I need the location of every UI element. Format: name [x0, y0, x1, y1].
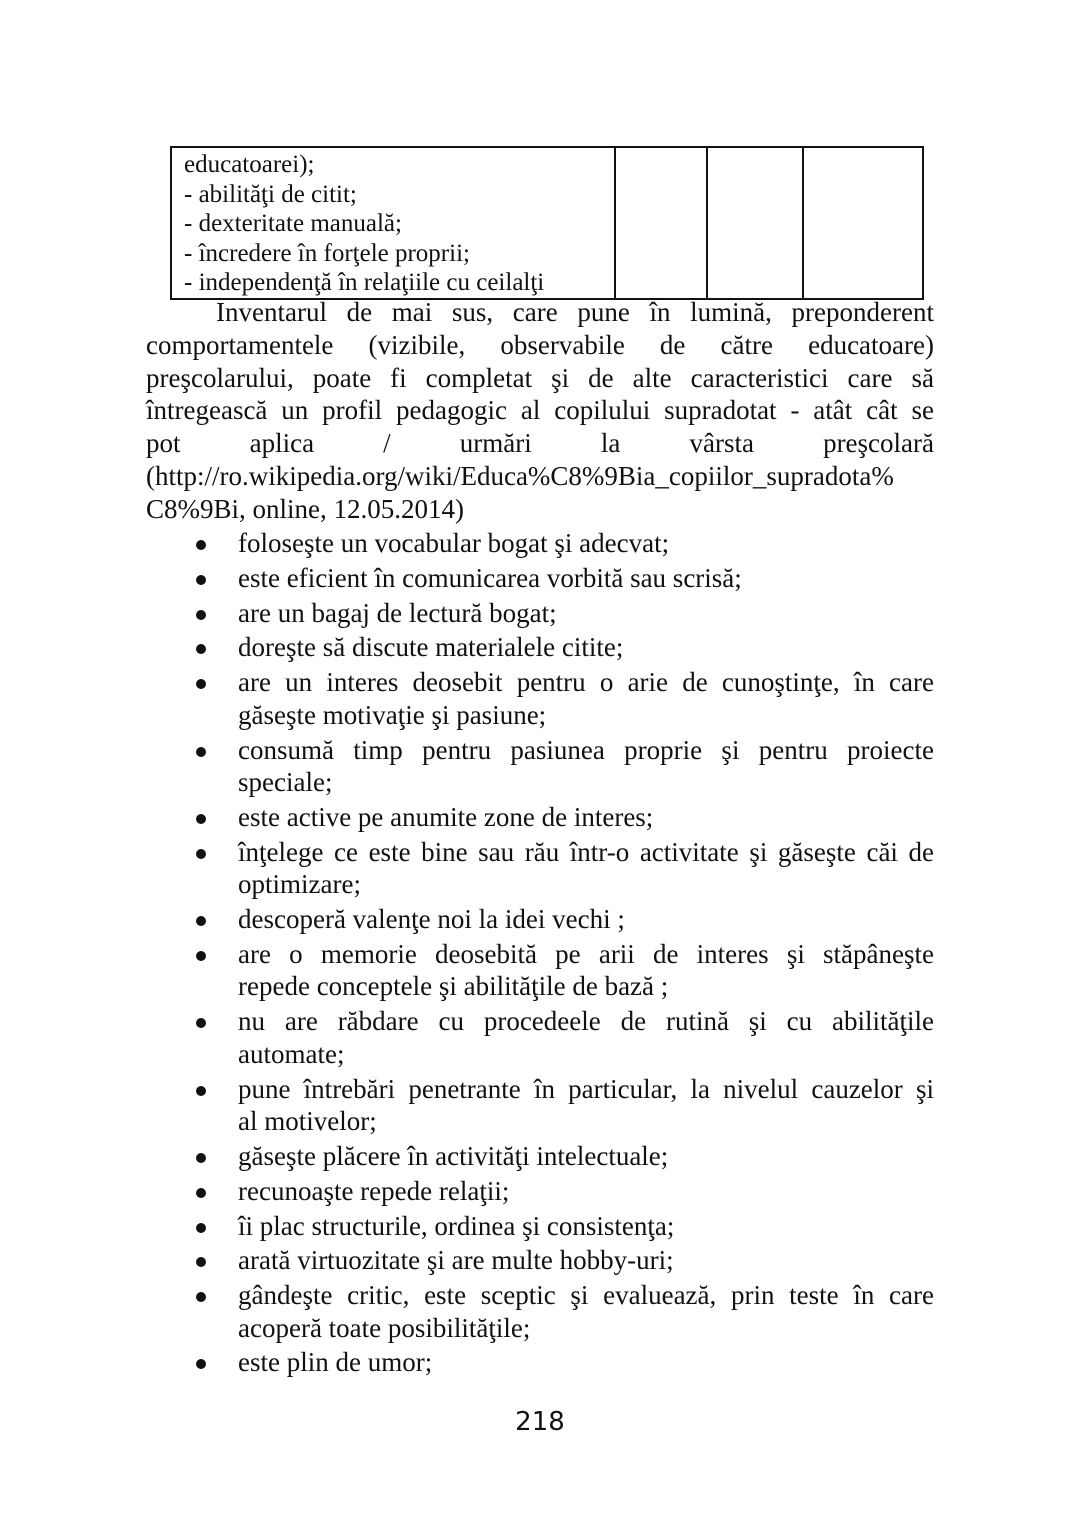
list-item-text: este active pe anumite zone de interes;	[238, 801, 654, 832]
paragraph-line: Inventarul de mai sus, care pune în lumină, preponderent	[216, 297, 934, 327]
list-item	[146, 1210, 934, 1243]
bullet-icon	[196, 1223, 206, 1233]
paragraph-line: preşcolarului, poate fi completat şi de alte caracteristici care să	[146, 362, 934, 393]
list-item-text: optimizare;	[238, 869, 361, 900]
criteria-line: - independenţă în relaţiile cu ceilalţi	[184, 269, 545, 296]
list-item	[146, 801, 934, 834]
bullet-icon	[196, 540, 206, 550]
bullet-icon	[196, 644, 206, 654]
list-item-text: găseşte plăcere în activităţi intelectuale;	[238, 1140, 669, 1171]
criteria-line: - abilităţi de citit;	[184, 180, 357, 208]
list-item-text: nu are răbdare cu procedeele de rutină şi cu abilităţile	[238, 1006, 934, 1037]
paragraph-line: comportamentele (vizibile, observabile de către educatoare)	[146, 329, 934, 360]
page-number: 218	[515, 1407, 565, 1437]
list-item-text: gândeşte critic, este sceptic şi evaluează, prin teste în care	[238, 1280, 934, 1311]
list-item	[146, 631, 934, 664]
list-item-text: înţelege ce este bine sau rău într-o activitate şi găseşte căi de	[238, 836, 934, 867]
bullet-icon	[196, 747, 206, 757]
bullet-icon	[196, 1188, 206, 1198]
bullet-icon	[196, 916, 206, 926]
list-item-text: este eficient în comunicarea vorbită sau scrisă;	[238, 562, 742, 593]
bullet-icon	[196, 575, 206, 585]
list-item-text: descoperă valenţe noi la idei vechi ;	[238, 904, 625, 935]
list-item	[146, 1005, 934, 1070]
list-item	[146, 1140, 934, 1173]
list-item	[146, 938, 934, 1003]
bullet-icon	[196, 1086, 206, 1096]
list-item	[146, 836, 934, 901]
list-item	[146, 597, 934, 630]
list-item-text: are un interes deosebit pentru o arie de cunoştinţe, în care	[238, 667, 934, 698]
list-item-text: găseşte motivaţie şi pasiune;	[238, 699, 547, 730]
paragraph-line: C8%9Bi, online, 12.05.2014)	[146, 493, 464, 524]
bullet-icon	[196, 1018, 206, 1028]
list-item	[146, 1279, 934, 1344]
body-paragraph	[146, 296, 934, 526]
table-row	[171, 147, 923, 299]
list-item-text: acoperă toate posibilităţile;	[238, 1312, 531, 1343]
bullet-icon	[196, 1257, 206, 1267]
list-item-text: are o memorie deosebită pe arii de interes şi stăpâneşte	[238, 938, 934, 969]
empty-cell	[615, 147, 707, 299]
list-item-text: automate;	[238, 1038, 345, 1069]
list-item-text: arată virtuozitate şi are multe hobby-uri;	[238, 1245, 674, 1276]
list-item	[146, 666, 934, 731]
list-item	[146, 1244, 934, 1277]
bullet-icon	[196, 1359, 206, 1369]
criteria-line: - dexteritate manuală;	[184, 210, 402, 237]
list-item-text: îi plac structurile, ordinea şi consistenţa;	[238, 1210, 675, 1241]
list-item-text: repede conceptele şi abilităţile de bază ;	[238, 971, 669, 1002]
list-item-text: este plin de umor;	[238, 1347, 433, 1378]
bullet-icon	[196, 849, 206, 859]
criteria-line: - încredere în forţele proprii;	[184, 239, 470, 267]
bullet-icon	[196, 679, 206, 689]
criteria-table-fragment	[170, 146, 924, 300]
list-item	[146, 1346, 934, 1379]
paragraph-line: întregească un profil pedagogic al copilului supradotat - atât cât se	[146, 395, 934, 426]
list-item-text: consumă timp pentru pasiunea proprie şi pentru proiecte	[238, 734, 934, 765]
list-item-text: pune întrebări penetrante în particular, la nivelul cauzelor şi	[238, 1073, 934, 1104]
list-item-text: foloseşte un vocabular bogat şi adecvat;	[238, 528, 670, 558]
criteria-cell	[171, 147, 615, 299]
list-item	[146, 734, 934, 799]
empty-cell	[707, 147, 803, 299]
bullet-icon	[196, 1292, 206, 1302]
list-item-text: recunoaşte repede relaţii;	[238, 1175, 510, 1206]
list-item	[146, 1175, 934, 1208]
paragraph-line: pot aplica / urmări la vârsta preşcolară	[146, 428, 934, 459]
list-item-text: speciale;	[238, 767, 333, 798]
list-item	[146, 1073, 934, 1138]
list-item-text: are un bagaj de lectură bogat;	[238, 597, 557, 628]
characteristics-list	[146, 527, 934, 1381]
paragraph-line: (http://ro.wikipedia.org/wiki/Educa%C8%9Bia_copiilor_supradota%	[146, 460, 894, 491]
bullet-icon	[196, 951, 206, 961]
list-item	[146, 562, 934, 595]
bullet-icon	[196, 814, 206, 824]
list-item-text: doreşte să discute materialele citite;	[238, 632, 624, 663]
bullet-icon	[196, 1153, 206, 1163]
list-item	[146, 527, 934, 560]
criteria-line: educatoarei);	[184, 151, 315, 178]
bullet-icon	[196, 610, 206, 620]
list-item-text: al motivelor;	[238, 1106, 377, 1137]
list-item	[146, 903, 934, 936]
empty-cell	[803, 147, 923, 299]
